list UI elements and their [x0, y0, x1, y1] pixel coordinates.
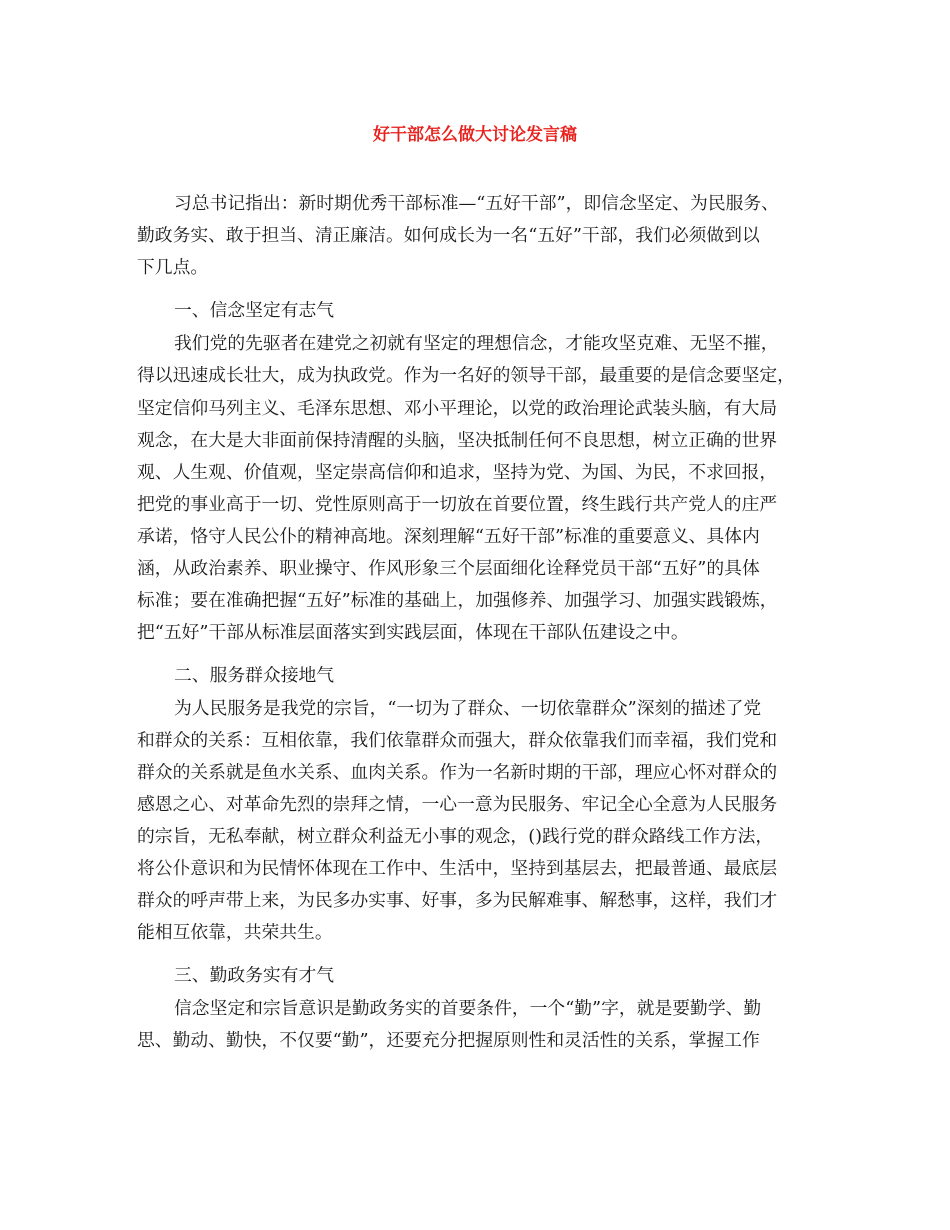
paragraph-line: 涵，从政治素养、职业操守、作风形象三个层面细化诠释党员干部“五好”的具体	[137, 558, 760, 579]
paragraph-line: 和群众的关系：互相依靠，我们依靠群众而强大，群众依靠我们而幸福，我们党和	[137, 730, 778, 751]
paragraph-line: 把“五好”干部从标准层面落实到实践层面，体现在干部队伍建设之中。	[137, 622, 689, 643]
paragraph-line: 群众的关系就是鱼水关系、血肉关系。作为一名新时期的干部，理应心怀对群众的	[137, 762, 778, 783]
paragraph-line: 观、人生观、价值观，坚定崇高信仰和追求，坚持为党、为国、为民，不求回报，	[137, 462, 778, 483]
paragraph-line: 群众的呼声带上来，为民多办实事、好事，多为民解难事、解愁事，这样，我们才	[137, 890, 778, 911]
paragraph-line: 承诺，恪守人民公仆的精神高地。深刻理解“五好干部”标准的重要意义、具体内	[137, 526, 760, 547]
paragraph-line: 得以迅速成长壮大，成为执政党。作为一名好的领导干部，最重要的是信念要坚定，	[137, 365, 795, 386]
document-title: 好干部怎么做大讨论发言稿	[373, 125, 577, 145]
paragraph-line: 把党的事业高于一切、党性原则高于一切放在首要位置，终生践行共产党人的庄严	[137, 494, 778, 515]
paragraph-line: 标准；要在准确把握“五好”标准的基础上，加强修养、加强学习、加强实践锻炼，	[137, 590, 778, 611]
paragraph-line: 信念坚定和宗旨意识是勤政务实的首要条件，一个“勤”字，就是要勤学、勤	[174, 998, 762, 1019]
paragraph-line: 下几点。	[137, 257, 209, 278]
paragraph-line: 观念，在大是大非面前保持清醒的头脑，坚决抵制任何不良思想，树立正确的世界	[137, 430, 778, 451]
paragraph-line: 思、勤动、勤快，不仅要“勤”，还要充分把握原则性和灵活性的关系，掌握工作	[137, 1030, 760, 1051]
paragraph-line: 我们党的先驱者在建党之初就有坚定的理想信念，才能攻坚克难、无坚不摧，	[174, 333, 779, 354]
paragraph-line: 感恩之心、对革命先烈的崇拜之情，一心一意为民服务、牢记全心全意为人民服务	[137, 794, 778, 815]
section-heading: 二、服务群众接地气	[174, 665, 335, 686]
paragraph-line: 的宗旨，无私奉献，树立群众利益无小事的观念，()践行党的群众路线工作方法，	[137, 826, 774, 847]
paragraph-line: 习总书记指出：新时期优秀干部标准—“五好干部”，即信念坚定、为民服务、	[174, 193, 779, 214]
paragraph-line: 为人民服务是我党的宗旨，“一切为了群众、一切依靠群众”深刻的描述了党	[174, 698, 762, 719]
section-heading: 三、勤政务实有才气	[174, 965, 335, 986]
paragraph-line: 将公仆意识和为民情怀体现在工作中、生活中，坚持到基层去，把最普通、最底层	[137, 858, 778, 879]
section-heading: 一、信念坚定有志气	[174, 300, 335, 321]
paragraph-line: 勤政务实、敢于担当、清正廉洁。如何成长为一名“五好”干部，我们必须做到以	[137, 225, 760, 246]
paragraph-line: 坚定信仰马列主义、毛泽东思想、邓小平理论，以党的政治理论武装头脑，有大局	[137, 398, 778, 419]
paragraph-line: 能相互依靠，共荣共生。	[137, 922, 333, 943]
